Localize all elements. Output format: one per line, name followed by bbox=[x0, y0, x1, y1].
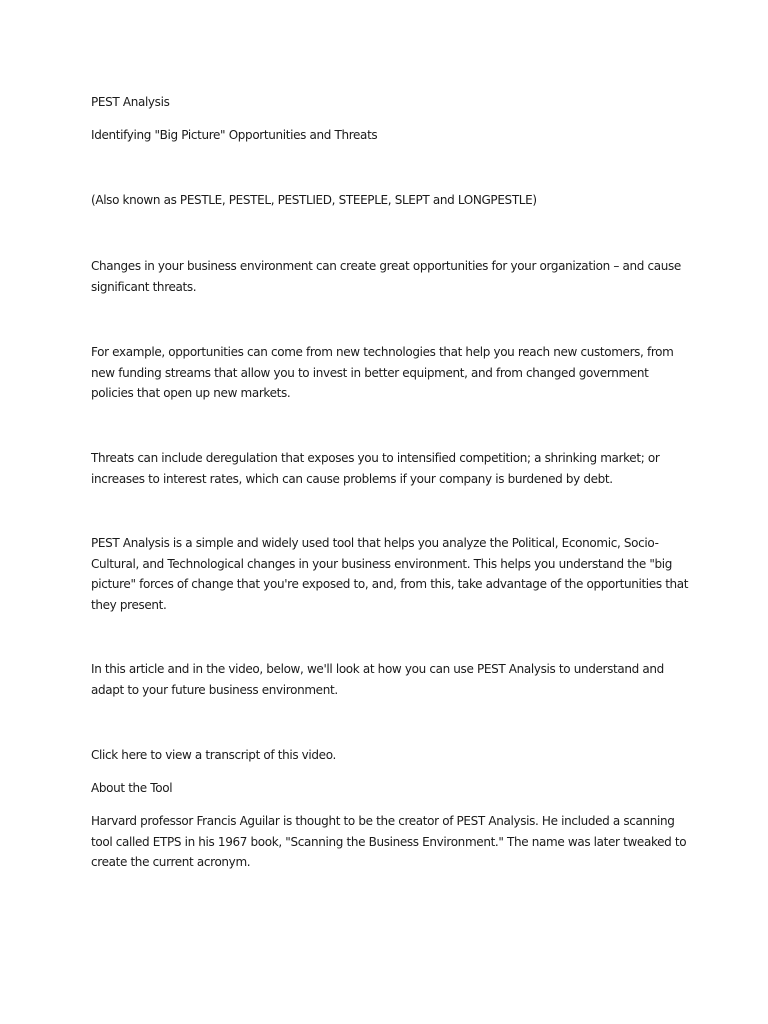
paragraph-pest-tool: PEST Analysis is a simple and widely used tool that helps you analyze the Political, Economic, Socio-Cultural, and Technological changes in your business environment. This helps you understand the "big picture" forces of change that you're exposed to, and, from this, take advantage of the opportunities that they present. bbox=[91, 536, 689, 612]
document-title: PEST Analysis bbox=[91, 95, 170, 109]
section-heading: About the Tool bbox=[91, 781, 173, 795]
document-subtitle: Identifying "Big Picture" Opportunities and Threats bbox=[91, 128, 378, 142]
paragraph-about-tool: Harvard professor Francis Aguilar is thought to be the creator of PEST Analysis. He included a scanning tool called ETPS in his 1967 book, "Scanning the Business Environment." The name was later tweaked to create the current acronym. bbox=[91, 814, 687, 869]
transcript-line: Click here to view a transcript of this video. bbox=[91, 748, 336, 762]
paragraph-threats: Threats can include deregulation that exposes you to intensified competition; a shrinking market; or increases to interest rates, which can cause problems if your company is burdened by debt. bbox=[91, 451, 660, 486]
also-known-as: (Also known as PESTLE, PESTEL, PESTLIED, STEEPLE, SLEPT and LONGPESTLE) bbox=[91, 193, 537, 207]
paragraph-changes: Changes in your business environment can create great opportunities for your organization – and cause significant threats. bbox=[91, 259, 681, 294]
paragraph-article-intro: In this article and in the video, below, we'll look at how you can use PEST Analysis to understand and adapt to your future business environment. bbox=[91, 662, 664, 697]
paragraph-opportunities: For example, opportunities can come from new technologies that help you reach new customers, from new funding streams that allow you to invest in better equipment, and from changed government policies that open up new markets. bbox=[91, 345, 674, 400]
